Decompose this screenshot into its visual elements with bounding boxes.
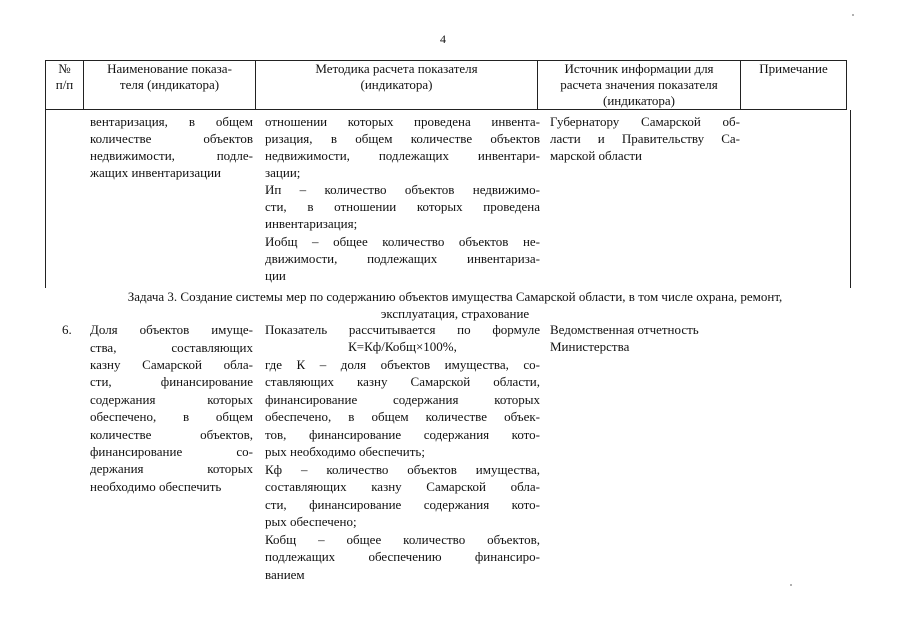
- row6-method-line: составляющих казну Самарской обла-: [265, 479, 540, 494]
- column-rule: [850, 110, 851, 288]
- prev-row-method-line: Иобщ – общее количество объектов не-: [265, 234, 540, 249]
- prev-row-method-line: отношении которых проведена инвента-: [265, 114, 540, 129]
- row6-method-line: Кф – количество объектов имущества,: [265, 462, 540, 477]
- row6-method-line: ванием: [265, 567, 305, 582]
- column-rule: [45, 110, 46, 288]
- prev-row-method-line: ризация, в общем количестве объектов: [265, 131, 540, 146]
- header-col-name: Наименование показа- теля (индикатора): [84, 61, 256, 110]
- row6-method-line: рых обеспечено;: [265, 514, 357, 529]
- prev-row-method-line: зации;: [265, 165, 301, 180]
- row6-method-line: Показатель рассчитывается по формуле: [265, 322, 540, 337]
- page-number: 4: [440, 32, 446, 46]
- row6-method-line: где К – доля объектов имущества, со-: [265, 357, 540, 372]
- prev-row-method-line: ции: [265, 268, 286, 283]
- row6-method-line: подлежащих обеспечению финансиро-: [265, 549, 540, 564]
- scan-speck: [790, 584, 792, 586]
- task-heading: эксплуатация, страхование: [380, 306, 530, 321]
- row6-method-line: обеспечено, в общем количестве объек-: [265, 409, 540, 424]
- prev-row-method-line: Ип – количество объектов недвижимо-: [265, 182, 540, 197]
- row6-name-line: количестве объектов,: [90, 427, 253, 442]
- header-col-number: № п/п: [46, 61, 84, 110]
- prev-row-source-line: марской области: [550, 148, 642, 163]
- header-col-method: Методика расчета показателя (индикатора): [256, 61, 538, 110]
- row6-name-line: финансирование со-: [90, 444, 253, 459]
- prev-row-name-line: жащих инвентаризации: [90, 165, 222, 180]
- row6-name-line: сти, финансирование: [90, 374, 253, 389]
- row6-name-line: казну Самарской обла-: [90, 357, 253, 372]
- row6-name-line: держания которых: [90, 461, 253, 476]
- prev-row-source-line: Губернатору Самарской об-: [550, 114, 740, 129]
- row6-method-line: сти, финансирование содержания кото-: [265, 497, 540, 512]
- prev-row-source-line: ласти и Правительству Са-: [550, 131, 740, 146]
- prev-row-method-line: движимости, подлежащих инвентариза-: [265, 251, 540, 266]
- row6-method-line: Кобщ – общее количество объектов,: [265, 532, 540, 547]
- row6-method-line: ставляющих казну Самарской области,: [265, 374, 540, 389]
- prev-row-name-line: количестве объектов: [90, 131, 253, 146]
- prev-row-method-line: недвижимости, подлежащих инвентари-: [265, 148, 540, 163]
- header-col-note: Примечание: [741, 61, 847, 110]
- row6-method-line: рых необходимо обеспечить;: [265, 444, 425, 459]
- row6-name-line: необходимо обеспечить: [90, 479, 222, 494]
- row-number: 6.: [62, 322, 72, 337]
- prev-row-name-line: недвижимости, подле-: [90, 148, 253, 163]
- prev-row-method-line: сти, в отношении которых проведена: [265, 199, 540, 214]
- scan-speck: [852, 14, 854, 16]
- prev-row-name-line: вентаризация, в общем: [90, 114, 253, 129]
- table-header: [45, 60, 847, 110]
- row6-name-line: ства, составляющих: [90, 340, 253, 355]
- row6-formula: К=Кф/Кобщ×100%,: [348, 339, 457, 354]
- row6-method-line: тов, финансирование содержания кото-: [265, 427, 540, 442]
- task-heading: Задача 3. Создание системы мер по содержанию объектов имущества Самарской области, в том числе охрана, ремонт,: [127, 289, 783, 304]
- row6-name-line: Доля объектов имуще-: [90, 322, 253, 337]
- row6-name-line: содержания которых: [90, 392, 253, 407]
- row6-method-line: финансирование содержания которых: [265, 392, 540, 407]
- header-col-source: Источник информации для расчета значения показателя (индикатора): [538, 61, 741, 110]
- prev-row-method-line: инвентаризация;: [265, 216, 358, 231]
- row6-source-line: Ведомственная отчетность: [550, 322, 699, 337]
- row6-source-line: Министерства: [550, 339, 630, 354]
- row6-name-line: обеспечено, в общем: [90, 409, 253, 424]
